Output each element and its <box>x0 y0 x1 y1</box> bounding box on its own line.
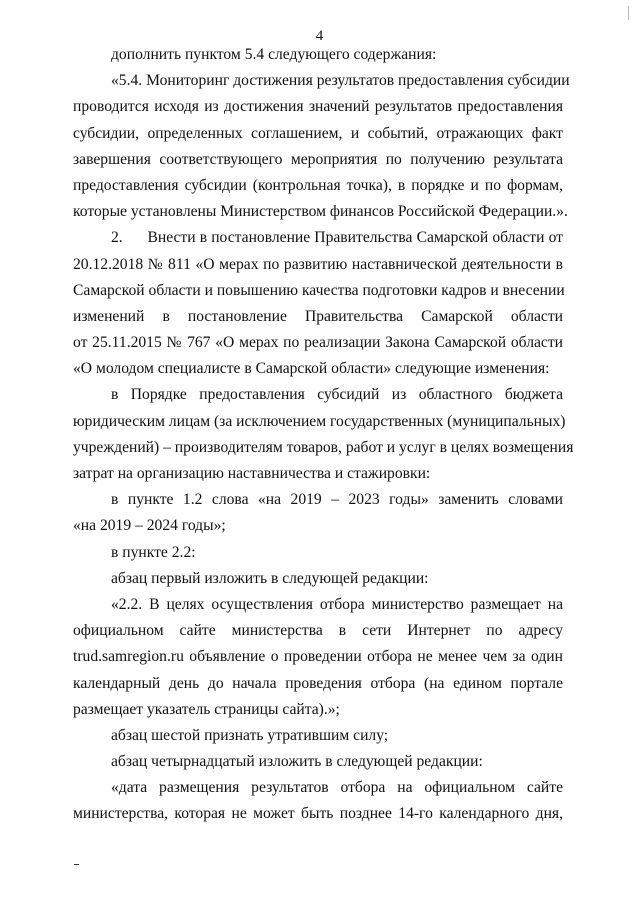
text-line: в Порядке предоставления субсидий из областного бюджета <box>111 386 563 404</box>
text-line: дополнить пунктом 5.4 следующего содержания: <box>111 46 437 63</box>
text-line: которые установлены Министерством финансов Российской Федерации.». <box>73 203 568 221</box>
text-line: абзац четырнадцатый изложить в следующей редакции: <box>111 753 483 771</box>
text-line: «5.4. Мониторинг достижения результатов предоставления субсидии <box>111 72 570 90</box>
text-line: от 25.11.2015 № 767 «О мерах по реализации Закона Самарской области <box>73 334 563 352</box>
text-line: trud.samregion.ru объявление о проведении отбора не менее чем за один <box>73 648 563 666</box>
text-line: учреждений) – производителям товаров, работ и услуг в целях возмещения <box>73 438 574 456</box>
text-line: 2. Внести в постановление Правительства Самарской области от <box>111 229 563 247</box>
text-line: изменений в постановление Правительства Самарской области <box>73 307 563 325</box>
text-line: календарный день до начала проведения отбора (на едином портале <box>73 674 563 692</box>
text-line: проводится исходя из достижения значений результатов предоставления <box>73 98 563 116</box>
document-body <box>73 42 574 828</box>
text-line: в пункте 2.2: <box>111 543 196 561</box>
text-line: министерства, которая не может быть позднее 14-го календарного дня, <box>73 805 563 823</box>
text-line: предоставления субсидии (контрольная точка), в порядке и по формам, <box>73 176 563 194</box>
text-line: размещает указатель страницы сайта).»; <box>73 700 340 718</box>
text-line: «2.2. В целях осуществления отбора министерство размещает на <box>111 595 563 613</box>
text-line: субсидии, определенных соглашением, и событий, отражающих факт <box>73 124 563 142</box>
text-line: в пункте 1.2 слова «на 2019 – 2023 годы» заменить словами <box>111 491 563 509</box>
text-line: официальном сайте министерства в сети Интернет по адресу <box>73 622 563 640</box>
text-line: «дата размещения результатов отбора на официальном сайте <box>111 779 563 797</box>
text-line: затрат на организацию наставничества и стажировки: <box>73 465 431 482</box>
text-line: абзац первый изложить в следующей редакции: <box>111 569 429 587</box>
text-line: абзац шестой признать утратившим силу; <box>111 726 389 744</box>
text-line: «О молодом специалисте в Самарской области» следующие изменения: <box>73 360 550 378</box>
text-line: завершения соответствующего мероприятия по получению результата <box>73 150 563 168</box>
text-line: «на 2019 – 2024 годы»; <box>73 517 226 535</box>
text-line: Самарской области и повышению качества подготовки кадров и внесении <box>73 281 565 299</box>
text-line: юридическим лицам (за исключением государственных (муниципальных) <box>73 412 566 430</box>
page-number: 4 <box>315 28 324 44</box>
text-line: 20.12.2018 № 811 «О мерах по развитию наставнической деятельности в <box>73 255 563 273</box>
scan-edge-mark <box>628 6 629 20</box>
footer-mark <box>74 864 79 865</box>
